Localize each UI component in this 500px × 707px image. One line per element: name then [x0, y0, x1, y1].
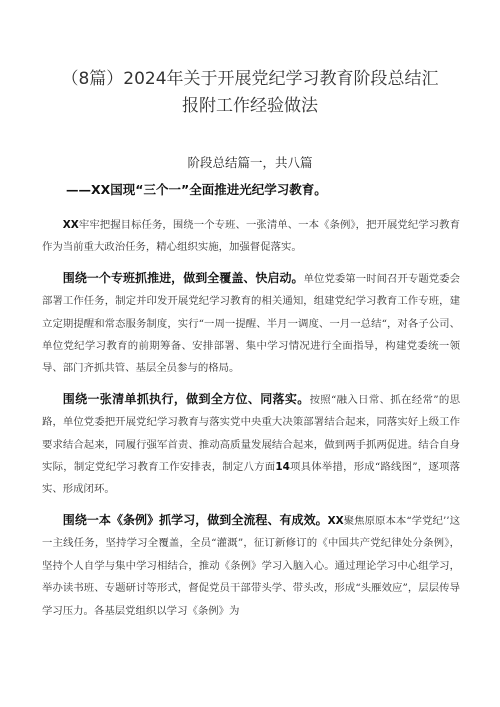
lead-heading: ——XX国现“三个一”全面推进光纪学习教育。	[66, 182, 327, 197]
paragraph-2-heading: 围绕一个专班抓推进，做到全覆盖、快启动。	[62, 270, 304, 285]
paragraph-3-heading: 围绕一张清单抓执行，做到全方位、同落实。	[62, 391, 310, 406]
paragraph-2-text: 单位党委第一时间召开专题党委会部署工作任务，制定并印发开展党纪学习教育的相关通知，组建党纪学习教育工作专班，建立定期提醒和常态服务制度，实行“一周一提醒、半月一调度、一月一总结“，对各子公司、单位党纪学习教育的前期筹备、安排部署、集中学习情况进行全面指导，构建党委统一领导、部门齐抓共管、基层全员参与的格局。	[42, 272, 460, 375]
paragraph-3-text-b: 项具体举措，形成“路线图”，逐项落实、形成闭环。	[42, 461, 461, 496]
paragraph-4-text: 聚焦原原本本“学党纪’’这一主线任务，坚持学习全覆盖，全员“灌溉”，征订新修订的《中国共产党纪律处分条例》，坚持个人自学与集中学习相结合，推动《条例》学习入脑入心。通过理论学习中心组学习，举办读书班、专题研讨等形式，督促党员干部带头学、带头改，形成“头雁效应”，层层传导学习压力。各基层党组织以学习《条例》为	[42, 514, 460, 617]
paragraph-4-heading: 围绕一本《条例》抓学习，做到全流程、有成效。	[62, 512, 328, 527]
paragraph-4	[42, 509, 460, 622]
paragraph-3-text-a: 按照“融入日常、抓在经常”的思路，单位党委把开展党纪学习教育与落实党中央重大决策部署结合起来，同落实好上级工作要求结合起来，同履行强军首责、推动高质量发展结合起来，做到两手抓两促进。结合自身实际，制定党纪学习教育工作安排表，制定八方面	[42, 393, 460, 474]
section-subtitle: 阶段总结篇一，共八篇	[187, 155, 313, 170]
paragraph-1-bold: XX	[62, 219, 79, 231]
paragraph-4-bold: XX	[327, 514, 344, 527]
paragraph-3-number: 14	[275, 461, 290, 474]
paragraph-1-text: 牢牢把握目标任务，围绕一个专班、一张清单、一本《条例》，把开展党纪学习教育作为当前重大政治任务，精心组织实施，加强督促落实。	[42, 219, 460, 254]
document-title	[40, 66, 460, 120]
title-line-1: （8篇）2024年关于开展党纪学习教育阶段总结汇	[61, 69, 439, 89]
document-body	[42, 214, 460, 630]
title-line-2: 报附工作经验做法	[182, 96, 318, 116]
paragraph-3	[42, 388, 460, 501]
paragraph-1	[42, 214, 460, 259]
paragraph-2	[42, 267, 460, 380]
